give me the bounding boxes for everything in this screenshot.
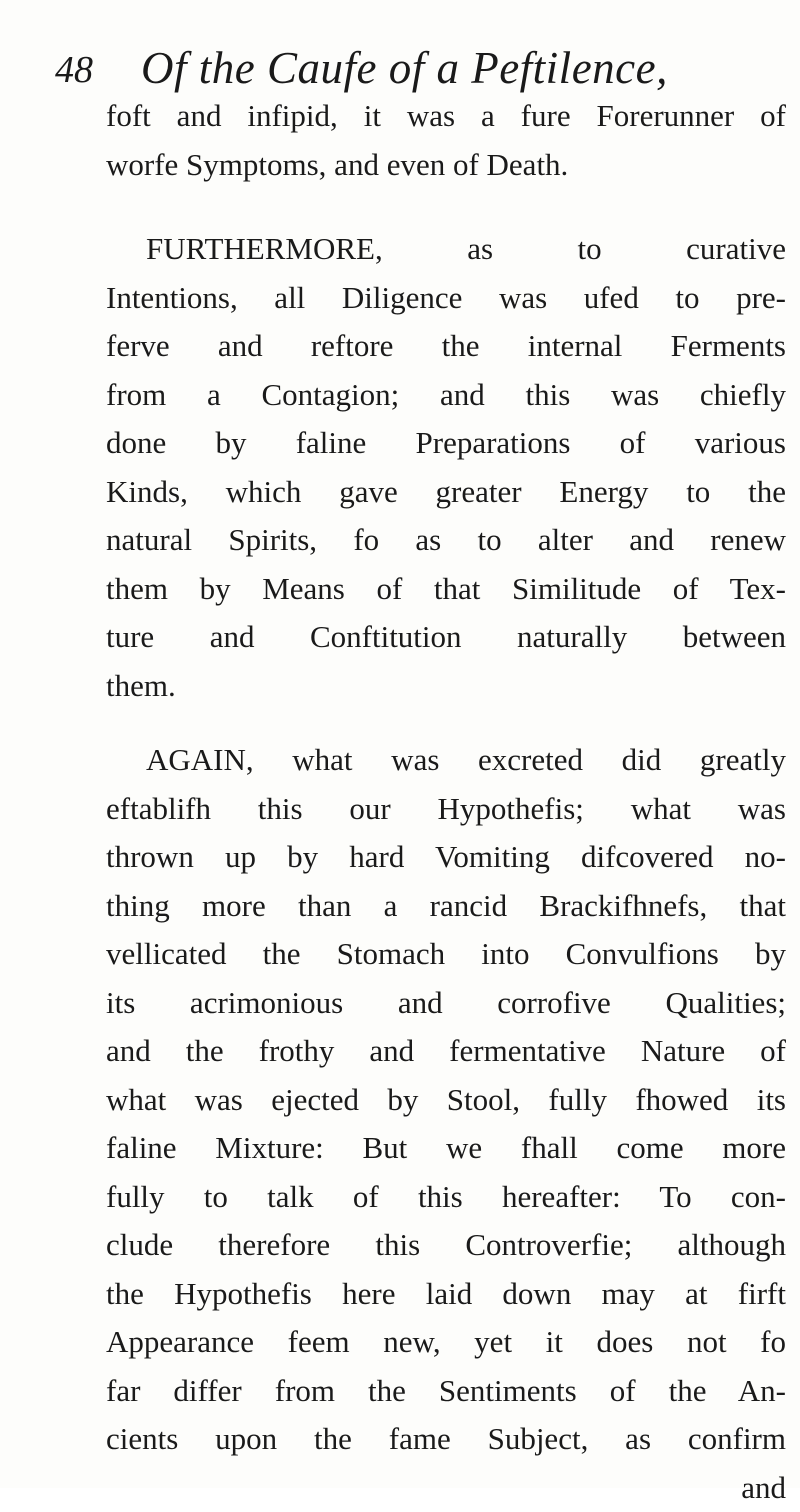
text-line: clude therefore this Controverfie; although (106, 1221, 786, 1270)
text-line: eftablifh this our Hypothefis; what was (106, 785, 786, 834)
text-line: FURTHERMORE, as to curative (106, 225, 786, 274)
text-line: vellicated the Stomach into Convulfions by (106, 930, 786, 979)
text-line: Kinds, which gave greater Energy to the (106, 468, 786, 517)
page-number: 48 (55, 48, 93, 92)
text-line: what was ejected by Stool, fully fhowed its (106, 1076, 786, 1125)
paragraph (106, 736, 786, 1464)
text-line: thing more than a rancid Brackifhnefs, that (106, 882, 786, 931)
text-line: natural Spirits, fo as to alter and renew (106, 516, 786, 565)
text-line: them. (106, 662, 786, 711)
text-line: faline Mixture: But we fhall come more (106, 1124, 786, 1173)
text-line: foft and infipid, it was a fure Forerunner of (106, 92, 786, 141)
text-line: its acrimonious and corrofive Qualities; (106, 979, 786, 1028)
text-line: AGAIN, what was excreted did greatly (106, 736, 786, 785)
text-line: ture and Conftitution naturally between (106, 613, 786, 662)
text-line: Intentions, all Diligence was ufed to pre- (106, 274, 786, 323)
text-line: far differ from the Sentiments of the An- (106, 1367, 786, 1416)
catchword: and (106, 1464, 786, 1512)
running-head: Of the Caufe of a Peftilence, (141, 42, 668, 94)
text-line: Appearance feem new, yet it does not fo (106, 1318, 786, 1367)
text-line: from a Contagion; and this was chiefly (106, 371, 786, 420)
text-line: worfe Symptoms, and even of Death. (106, 141, 786, 190)
text-line: thrown up by hard Vomiting difcovered no- (106, 833, 786, 882)
paragraph (106, 225, 786, 710)
text-line: ferve and reftore the internal Ferments (106, 322, 786, 371)
text-line: fully to talk of this hereafter: To con- (106, 1173, 786, 1222)
text-line: cients upon the fame Subject, as confirm (106, 1415, 786, 1464)
text-line: done by faline Preparations of various (106, 419, 786, 468)
text-line: them by Means of that Similitude of Tex- (106, 565, 786, 614)
body-text (106, 92, 786, 1512)
paragraph (106, 92, 786, 189)
text-line: the Hypothefis here laid down may at firft (106, 1270, 786, 1319)
text-line: and the frothy and fermentative Nature of (106, 1027, 786, 1076)
